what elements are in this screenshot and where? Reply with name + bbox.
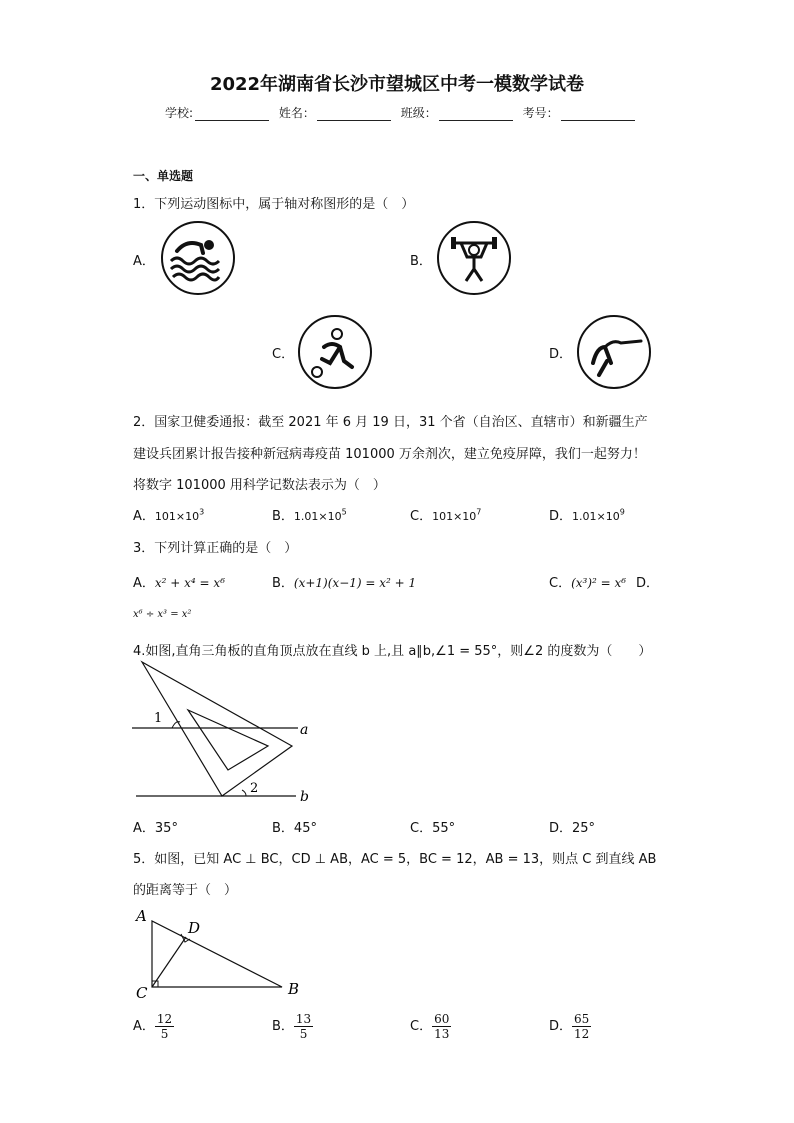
q5-right-triangle-figure bbox=[130, 905, 310, 1005]
q3-option-c bbox=[549, 572, 626, 591]
student-info-row bbox=[165, 104, 641, 121]
q4-triangle-inner bbox=[188, 710, 268, 770]
exam-title: 2022年湖南省长沙市望城区中考一模数学试卷 bbox=[209, 74, 585, 95]
q5-option-d-num: 65 bbox=[574, 1012, 590, 1026]
q5-option-c-num: 60 bbox=[434, 1012, 450, 1026]
q4-option-c bbox=[410, 817, 455, 836]
q5-label-c: C bbox=[136, 984, 148, 1002]
q4-option-b bbox=[272, 817, 317, 836]
q5-option-b bbox=[272, 1012, 313, 1041]
q1-option-a-label: A． bbox=[133, 254, 155, 269]
q2-option-c-exp: 7 bbox=[476, 507, 482, 517]
q5-option-a-num: 12 bbox=[156, 1012, 173, 1026]
q5-altitude-cd bbox=[152, 937, 186, 987]
q5-option-d bbox=[549, 1012, 591, 1041]
q4-option-b-text: 45° bbox=[293, 821, 317, 836]
q5-option-c-den: 13 bbox=[434, 1027, 450, 1041]
q3-option-c-label: C． bbox=[549, 576, 572, 591]
q5-option-a-den: 5 bbox=[160, 1027, 169, 1041]
q5-option-c-label: C． bbox=[410, 1019, 433, 1034]
q1-option-c-label: C． bbox=[272, 347, 295, 362]
question-1-stem: 1．下列运动图标中，属于轴对称图形的是（ ） bbox=[133, 197, 415, 212]
exam-no-label: 考号： bbox=[522, 106, 559, 120]
name-label: 姓名： bbox=[278, 106, 315, 120]
q5-label-a: A bbox=[136, 907, 147, 925]
q2-option-d-label: D． bbox=[549, 509, 573, 524]
q4-option-a-label: A． bbox=[133, 821, 155, 836]
section-heading: 一、单选题 bbox=[133, 169, 194, 183]
q3-option-b-expr: (x+1)(x−1) = x² + 1 bbox=[293, 576, 417, 590]
swimming-icon bbox=[161, 221, 235, 295]
q4-option-d-label: D． bbox=[549, 821, 573, 836]
q5-option-b-label: B． bbox=[272, 1019, 294, 1034]
q2-option-c bbox=[410, 505, 481, 524]
q3-option-a-label: A． bbox=[133, 576, 155, 591]
q2-option-a-base: 101×10 bbox=[154, 510, 200, 523]
school-label: 学校: bbox=[165, 106, 194, 120]
q4-triangle-figure bbox=[130, 660, 330, 810]
question-3-stem: 3．下列计算正确的是（ ） bbox=[133, 541, 298, 556]
q2-option-d-base: 1.01×10 bbox=[572, 510, 620, 523]
q5-option-d-den: 12 bbox=[574, 1027, 590, 1041]
q2-option-b-base: 1.01×10 bbox=[293, 510, 342, 523]
q4-option-d bbox=[549, 817, 595, 836]
q3-option-c-expr: (x³)² = x⁶ bbox=[571, 576, 627, 590]
q4-option-c-label: C． bbox=[410, 821, 433, 836]
q2-option-d-exp: 9 bbox=[619, 507, 625, 517]
exam-no-blank bbox=[561, 108, 635, 121]
q5-label-b: B bbox=[288, 980, 300, 998]
question-2-line-1: 2．国家卫健委通报：截至 2021 年 6 月 19 日，31 个省（自治区、直辖市）和新疆生产 bbox=[133, 415, 648, 430]
q2-option-c-base: 101×10 bbox=[432, 510, 477, 523]
q2-option-c-label: C． bbox=[410, 509, 433, 524]
q5-option-a bbox=[133, 1012, 174, 1041]
name-blank bbox=[317, 108, 391, 121]
q4-option-a bbox=[133, 817, 178, 836]
q4-triangle-outer bbox=[142, 662, 292, 796]
q1-option-d-label: D． bbox=[549, 347, 573, 362]
q3-option-b-label: B． bbox=[272, 576, 294, 591]
q4-option-c-text: 55° bbox=[432, 821, 456, 836]
q5-option-b-num: 13 bbox=[295, 1012, 312, 1026]
q5-option-a-label: A． bbox=[133, 1019, 155, 1034]
q2-option-a-exp: 3 bbox=[199, 507, 205, 517]
q5-option-d-label: D． bbox=[549, 1019, 573, 1034]
q2-option-b bbox=[272, 505, 347, 524]
q2-option-a bbox=[133, 505, 204, 524]
q5-option-d-fraction bbox=[572, 1012, 591, 1041]
q3-option-d-expr: x⁶ ÷ x³ = x² bbox=[133, 609, 192, 620]
q3-option-a-expr: x² + x⁴ = x⁶ bbox=[154, 576, 226, 590]
weightlifting-icon bbox=[437, 221, 511, 295]
fencing-icon bbox=[577, 315, 651, 389]
q4-option-b-label: B． bbox=[272, 821, 294, 836]
question-4-stem: 4.如图,直角三角板的直角顶点放在直线 b 上,且 a∥b,∠1 = 55°，则∠2 的度数为（ ） bbox=[133, 644, 652, 659]
q5-option-c-fraction bbox=[432, 1012, 451, 1041]
q5-option-b-den: 5 bbox=[299, 1027, 308, 1041]
football-icon bbox=[298, 315, 372, 389]
question-2-line-3: 将数字 101000 用科学记数法表示为（ ） bbox=[133, 478, 386, 493]
q5-label-d: D bbox=[188, 919, 201, 937]
q4-angle-2-label: 2 bbox=[250, 781, 259, 796]
q4-line-b-label: b bbox=[300, 789, 309, 805]
question-5-line-2: 的距离等于（ ） bbox=[133, 883, 238, 898]
q5-option-b-fraction bbox=[294, 1012, 313, 1041]
q2-option-b-label: B． bbox=[272, 509, 294, 524]
q5-option-c bbox=[410, 1012, 451, 1041]
question-2-line-2: 建设兵团累计报告接种新冠病毒疫苗 101000 万余剂次，建立免疫屏障，我们一起努力！ bbox=[133, 447, 646, 462]
q3-option-a bbox=[133, 572, 225, 591]
q4-option-d-text: 25° bbox=[572, 821, 596, 836]
q4-angle-2-arc bbox=[242, 790, 246, 796]
q2-option-b-exp: 5 bbox=[341, 507, 347, 517]
q4-line-a-label: a bbox=[300, 722, 309, 738]
class-blank bbox=[439, 108, 513, 121]
q5-triangle bbox=[152, 921, 282, 987]
q3-option-b bbox=[272, 572, 416, 591]
q4-angle-1-label: 1 bbox=[154, 711, 163, 726]
q3-option-d-label: D． bbox=[636, 576, 660, 591]
class-label: 班级： bbox=[400, 106, 437, 120]
question-5-line-1: 5．如图，已知 AC ⊥ BC，CD ⊥ AB，AC = 5，BC = 12，AB = 13，则点 C 到直线 AB bbox=[133, 852, 657, 867]
q2-option-a-label: A． bbox=[133, 509, 155, 524]
q2-option-d bbox=[549, 505, 625, 524]
q4-option-a-text: 35° bbox=[154, 821, 178, 836]
school-blank bbox=[195, 108, 269, 121]
q1-option-b-label: B． bbox=[410, 254, 432, 269]
q5-option-a-fraction bbox=[155, 1012, 174, 1041]
